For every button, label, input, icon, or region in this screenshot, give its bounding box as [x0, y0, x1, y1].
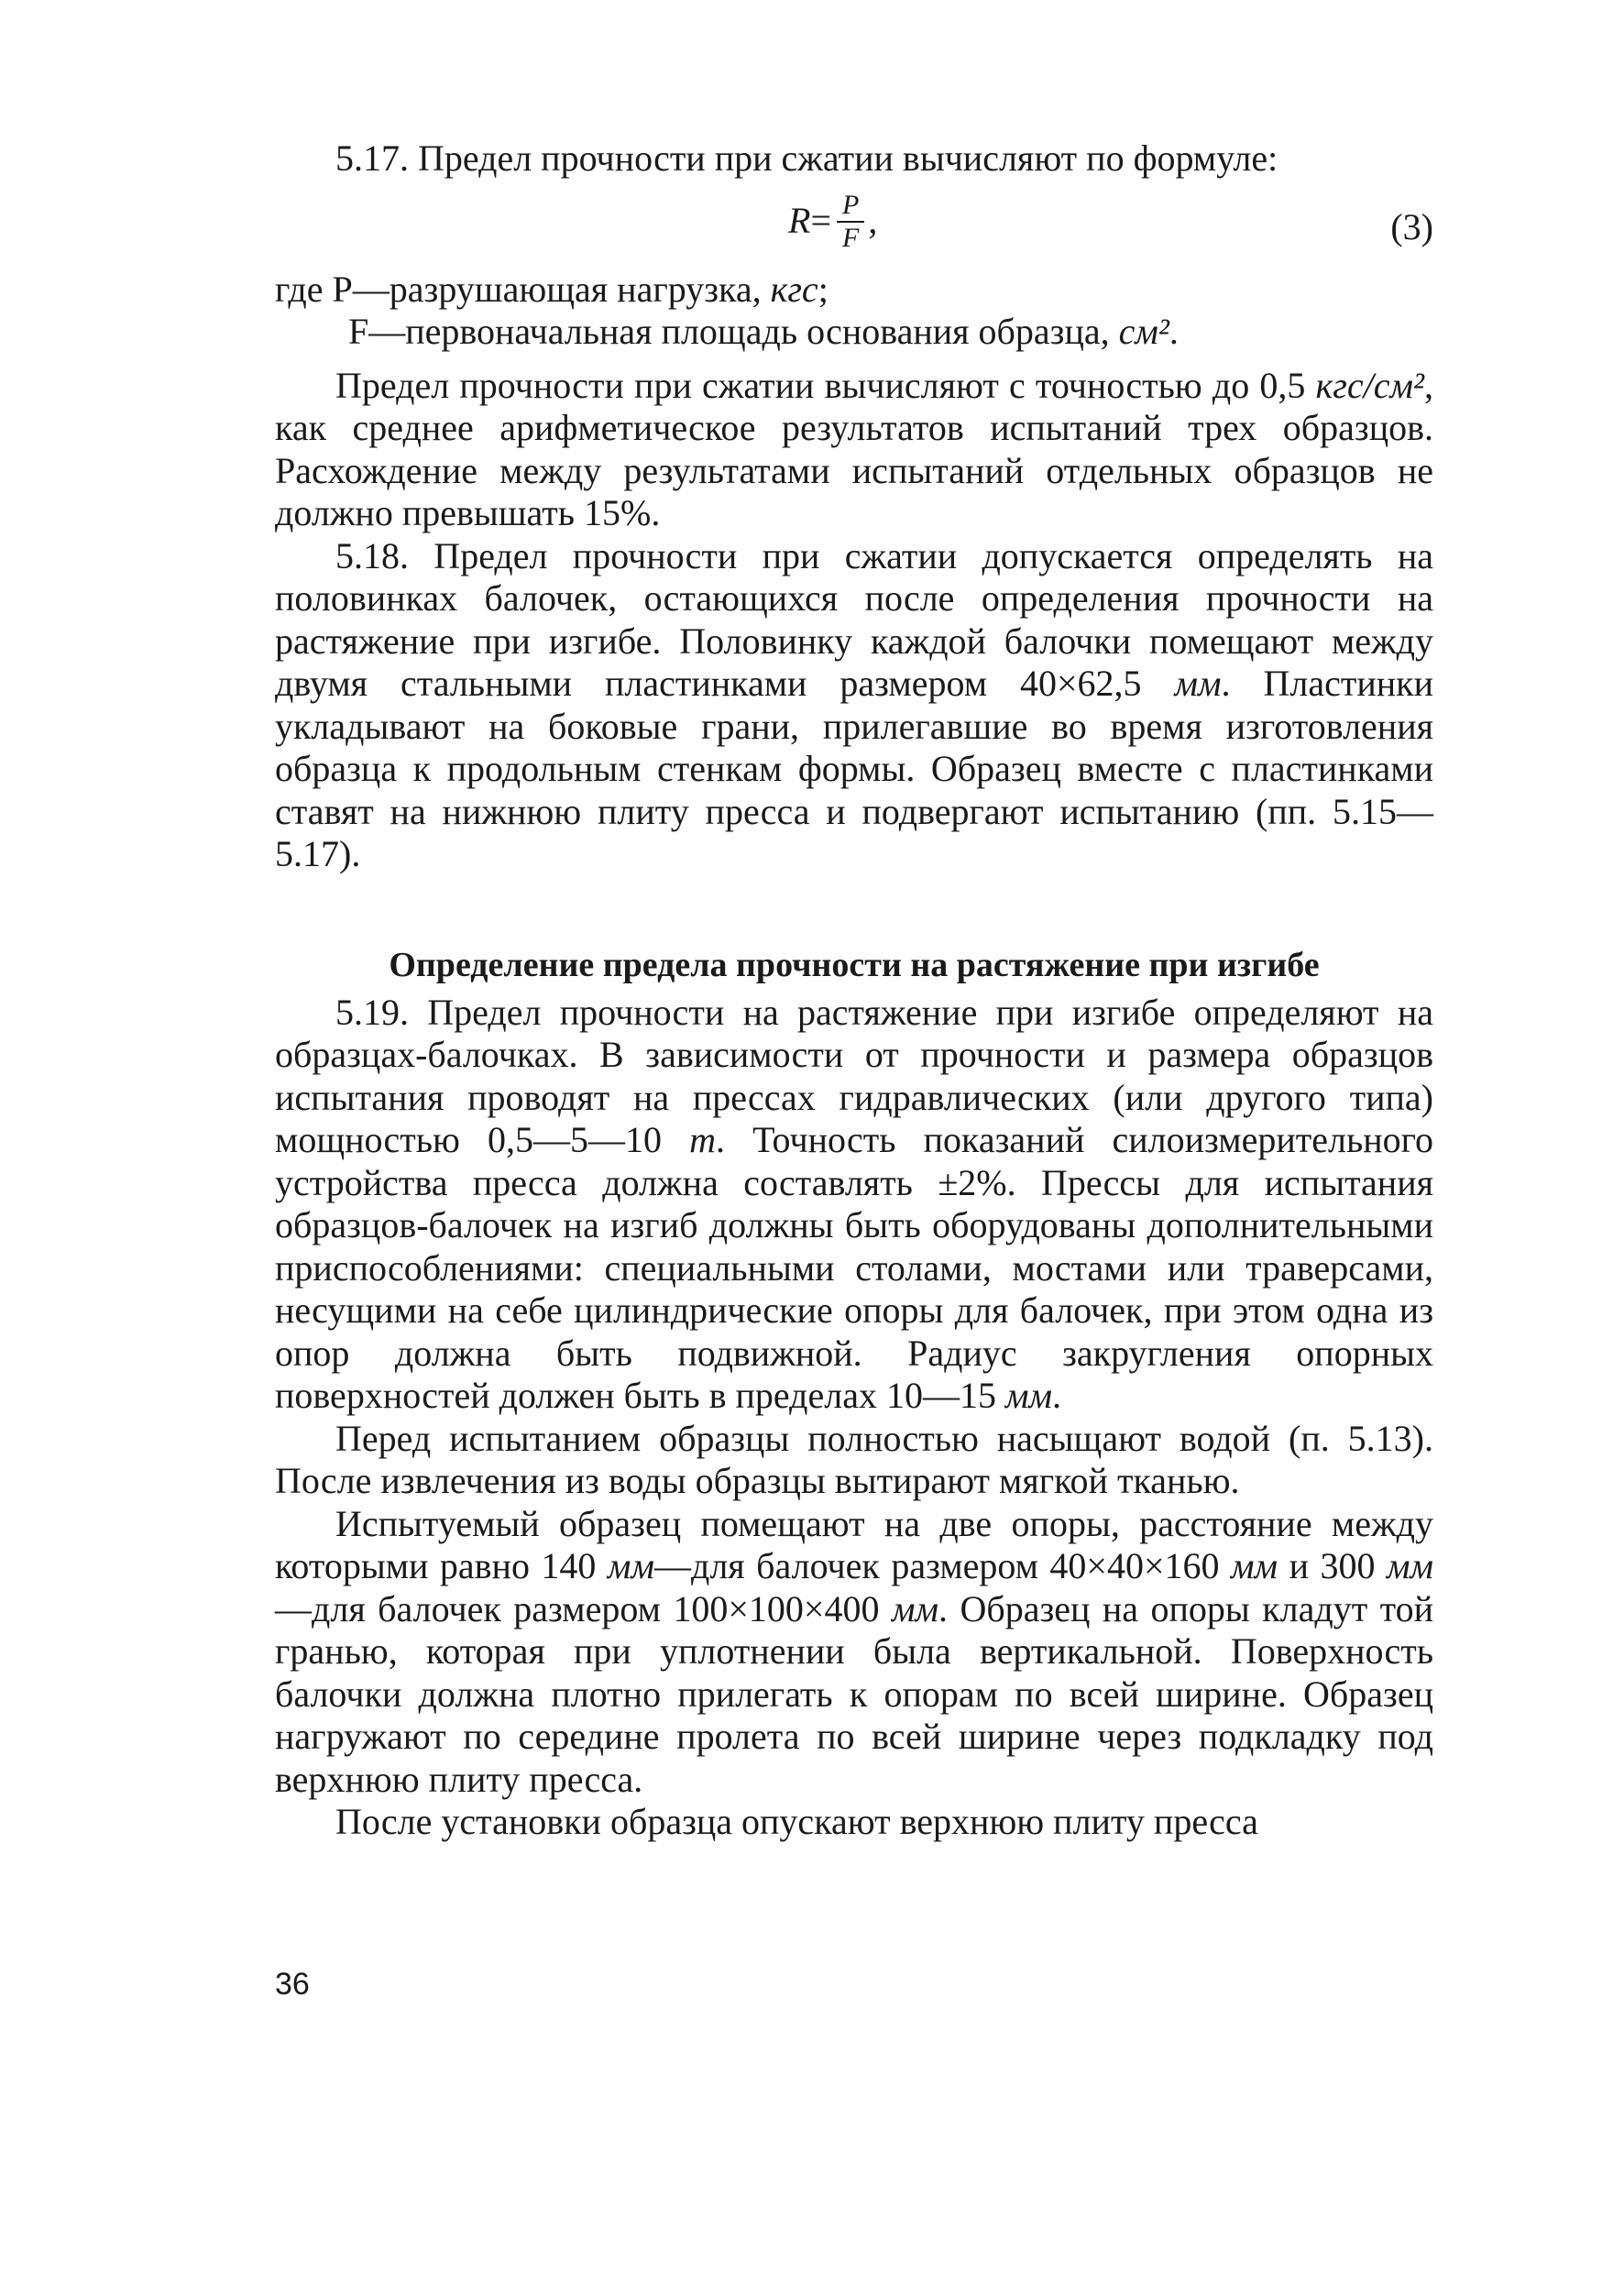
unit-mm: мм: [1004, 1375, 1053, 1416]
unit-t: т: [689, 1119, 717, 1160]
p519-text-pre: 5.19. Предел прочности на растяжение при изгибе определяют на образцах-балочках. В зависимости от прочности и размера образцов испытания проводят на прессах гидравлических (или другого типа) мощностью 0,5—5—10: [275, 991, 1433, 1160]
document-page: [275, 137, 1433, 1844]
where-line-p: [275, 269, 1433, 312]
unit-kgs: кгс: [770, 268, 818, 310]
paragraph-5-17: 5.17. Предел прочности при сжатии вычисляют по формуле:: [335, 137, 1278, 179]
where-p-end: ;: [817, 268, 828, 310]
formula-numerator: P: [837, 190, 864, 223]
formula-fraction: [837, 190, 864, 254]
paragraph-last: После установки образца опускают верхнюю плиту пресса: [335, 1801, 1258, 1842]
formula-row: [275, 184, 1433, 269]
where-p-text: где P—разрушающая нагрузка,: [275, 268, 771, 310]
p519-text-end: .: [1052, 1375, 1062, 1416]
p518-text-post: . Пластинки укладывают на боковые грани, прилегавшие во время изготовления образца к продольным стенкам формы. Образец вместе с пластинками ставят на нижнюю плиту пресса и подвергают испытанию (пп. 5.15—5.17).: [275, 663, 1433, 874]
where-f-end: .: [1169, 311, 1179, 352]
unit-mm: мм: [1231, 1545, 1278, 1586]
paragraph-accuracy: [275, 365, 1433, 535]
unit-mm: мм: [1386, 1545, 1434, 1586]
section-heading: Определение предела прочности на растяжение при изгибе: [389, 945, 1320, 984]
equation-number: (3): [1390, 205, 1433, 247]
paragraph-5-18: [275, 535, 1433, 876]
accuracy-text-post: , как среднее арифметическое результатов испытаний трех образцов. Расхождение между результатами испытаний отдельных образцов не должно превышать 15%.: [275, 364, 1433, 533]
paragraph-supports: [275, 1503, 1433, 1802]
supports-s5: . Образец на опоры кладут той гранью, которая при уплотнении была вертикальной. Поверхность балочки должна плотно прилегать к опорам по всей ширине. Образец нагружают по середине пролета по всей ширине через подкладку под верхнюю плиту пресса.: [275, 1587, 1433, 1800]
unit-mm: мм: [891, 1587, 938, 1629]
supports-s2: —для балочек размером 40×40×160: [653, 1545, 1232, 1586]
supports-s4: —для балочек размером 100×100×400: [275, 1587, 892, 1629]
formula-lhs: R: [788, 200, 811, 242]
paragraph-5-19: [275, 992, 1433, 1418]
p518-text-pre: 5.18. Предел прочности при сжатии допускается определять на половинках балочек, остающихся после определения прочности на растяжение при изгибе. Половинку каждой балочки помещают между двумя стальными пластинками размером 40×62,5: [275, 534, 1433, 704]
paragraph-saturate: Перед испытанием образцы полностью насыщают водой (п. 5.13). После извлечения из воды образцы вытирают мягкой тканью.: [275, 1417, 1433, 1501]
p519-text-mid: . Точность показаний силоизмерительного устройства пресса должна составлять ±2%. Прессы для испытания образцов-балочек на изгиб должны быть оборудованы дополнительными приспособлениями: специальными столами, мостами или траверсами, несущими на себе цилиндрические опоры для балочек, при этом одна из опор должна быть подвижной. Радиус закругления опорных поверхностей должен быть в пределах 10—15: [275, 1119, 1434, 1416]
page-number: 36: [275, 1967, 310, 2002]
formula-3: [788, 190, 877, 254]
supports-s3: и 300: [1278, 1545, 1387, 1586]
where-f-text: F—первоначальная площадь основания образца,: [348, 311, 1119, 352]
unit-mm: мм: [607, 1545, 654, 1586]
unit-kgs-cm2: кгс/см²: [1315, 364, 1424, 406]
unit-cm2: см²: [1118, 311, 1169, 352]
supports-s1: Испытуемый образец помещают на две опоры, расстояние между которыми равно 140: [275, 1502, 1433, 1586]
formula-denominator: F: [842, 222, 860, 253]
unit-mm: мм: [1174, 663, 1222, 704]
where-line-f: [275, 311, 1433, 354]
accuracy-text-pre: Предел прочности при сжатии вычисляют с точностью до 0,5: [335, 364, 1316, 406]
formula-comma: ,: [868, 200, 878, 242]
formula-equals: =: [810, 200, 831, 242]
